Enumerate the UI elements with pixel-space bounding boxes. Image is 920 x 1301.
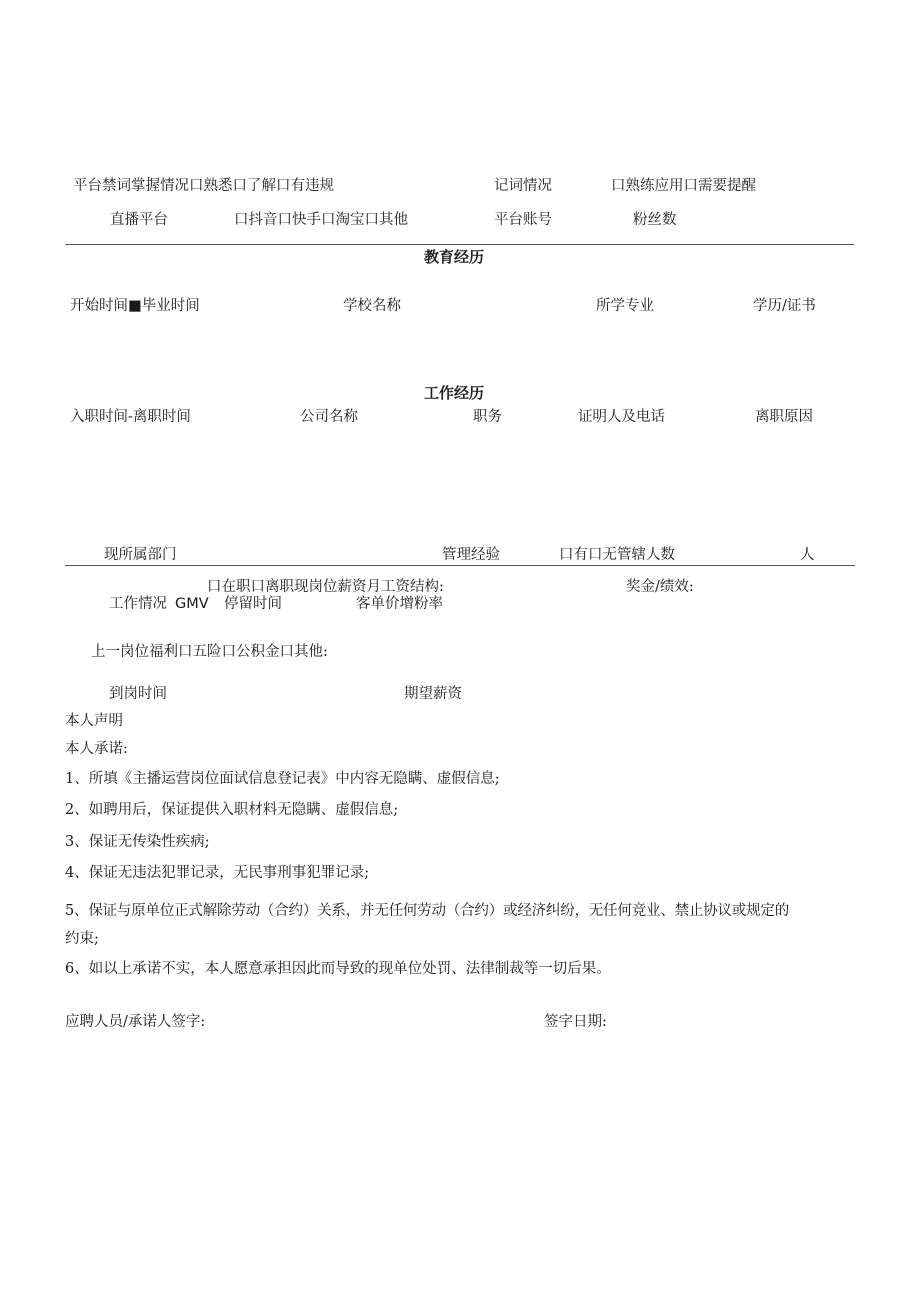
- word-record-label: 记词情况: [494, 178, 552, 194]
- promise-intro: 本人承诺:: [65, 741, 128, 757]
- work-status-label: 工作情况: [109, 596, 167, 612]
- work-col-company: 公司名称: [300, 409, 358, 425]
- management-label: 管理经验: [442, 547, 500, 563]
- people-unit: 人: [800, 547, 815, 563]
- education-col-school: 学校名称: [343, 298, 401, 314]
- onboard-label: 到岗时间: [109, 686, 167, 702]
- live-platform-label: 直播平台: [110, 212, 168, 228]
- promise-item-2: 2、如聘用后，保证提供入职材料无隐瞒、虚假信息;: [65, 802, 399, 818]
- promise-item-3: 3、保证无传染性疾病;: [65, 834, 210, 850]
- word-record-options: 口熟练应用口需要提醒: [611, 178, 756, 194]
- banned-words-label: 平台禁词掌握情况口熟悉口了解口有违规: [73, 178, 334, 194]
- education-col-degree: 学历/证书: [753, 298, 816, 314]
- work-title: 工作经历: [424, 384, 485, 402]
- stay-time-label: 停留时间: [224, 596, 282, 612]
- promise-item-1: 1、所填《主播运营岗位面试信息登记表》中内容无隐瞒、虚假信息;: [65, 771, 500, 787]
- management-options: 口有口无管辖人数: [559, 547, 675, 563]
- education-col-major: 所学专业: [596, 298, 654, 314]
- platform-account-label: 平台账号: [494, 212, 552, 228]
- status-salary-label: 口在职口离职现岗位薪资月工资结构:: [207, 579, 444, 595]
- promise-item-5-cont: 约束;: [65, 931, 99, 947]
- expected-salary-label: 期望薪资: [404, 686, 462, 702]
- promise-item-4: 4、保证无违法犯罪记录，无民事刑事犯罪记录;: [65, 865, 370, 881]
- work-col-reason: 离职原因: [755, 409, 813, 425]
- benefits-label: 上一岗位福利口五险口公积金口其他:: [91, 644, 328, 660]
- work-col-time: 入职时间-离职时间: [70, 409, 191, 425]
- declaration-title: 本人声明: [65, 713, 123, 729]
- sign-date-label: 签字日期:: [544, 1014, 607, 1030]
- live-platform-options: 口抖音口快手口淘宝口其他: [234, 212, 408, 228]
- work-col-position: 职务: [473, 409, 502, 425]
- work-col-reference: 证明人及电话: [578, 409, 665, 425]
- section-divider-2: [65, 565, 855, 566]
- promise-item-6: 6、如以上承诺不实，本人愿意承担因此而导致的现单位处罚、法律制裁等一切后果。: [65, 961, 611, 977]
- education-title: 教育经历: [424, 248, 485, 266]
- followers-label: 粉丝数: [633, 212, 677, 228]
- gmv-label: GMV: [175, 596, 209, 612]
- department-label: 现所属部门: [104, 547, 177, 563]
- signature-label: 应聘人员/承诺人签字:: [65, 1014, 206, 1030]
- promise-item-5: 5、保证与原单位正式解除劳动（合约）关系，并无任何劳动（合约）或经济纠纷，无任何竞业、禁止协议或规定的: [65, 903, 790, 919]
- education-col-time: 开始时间■毕业时间: [70, 298, 200, 314]
- bonus-label: 奖金/绩效:: [626, 579, 694, 595]
- unit-price-label: 客单价增粉率: [356, 596, 443, 612]
- section-divider: [65, 244, 854, 245]
